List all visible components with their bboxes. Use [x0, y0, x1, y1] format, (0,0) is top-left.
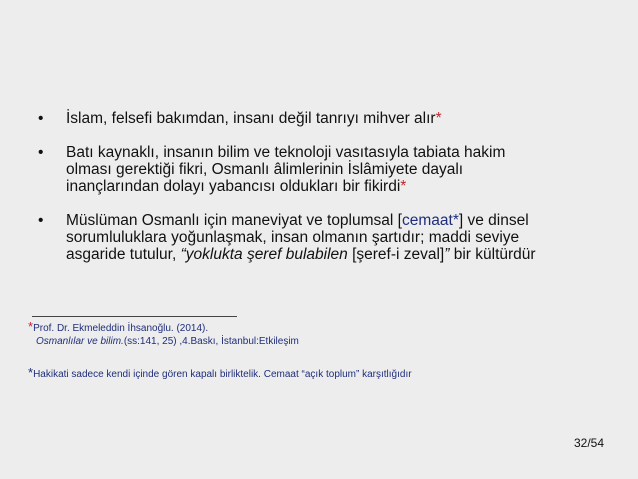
footnote-marker: *: [400, 178, 407, 195]
bullet-dot: •: [38, 110, 44, 127]
bullet-line: Batı kaynaklı, insanın bilim ve teknoloji vasıtasıyla tabiata hakim: [66, 144, 506, 161]
bullet-item: [38, 212, 608, 263]
citation-title: Osmanlılar ve bilim.: [36, 336, 124, 347]
bullet-line: sorumluluklara yoğunlaşmak, insan olmanın şartıdır; maddi seviye: [66, 229, 520, 246]
footnote-line: [28, 320, 299, 335]
bullet-line: inançlarından dolayı yabancısı oldukları bir fikirdi: [66, 178, 401, 195]
citation-author: Prof. Dr. Ekmeleddin İhsanoğlu. (2014).: [33, 323, 209, 334]
bullet-item: [38, 144, 608, 195]
footnote-definition: [28, 366, 412, 381]
bullet-text: [66, 110, 608, 127]
bullet-dot: •: [38, 212, 44, 229]
bullet-line: bir kültürdür: [449, 246, 536, 263]
bullet-line: [şeref-i zeval]: [347, 246, 445, 263]
citation-details: (ss:141, 25) ,4.Baskı, İstanbul:Etkileşim: [123, 336, 299, 347]
footnote-line: [28, 335, 299, 348]
closing-quote: ”: [444, 246, 450, 263]
bullet-line: Müslüman Osmanlı için maneviyat ve toplumsal [: [66, 212, 402, 229]
bullet-text: [66, 212, 608, 263]
footnote-marker: *: [28, 365, 34, 380]
footnote-reference: [28, 320, 299, 348]
bullet-line: olması gerektiği fikri, Osmanlı âlimlerinin İslâmiyete dayalı: [66, 161, 464, 178]
footnote-marker: *: [435, 110, 442, 127]
definition-text: Hakikati sadece kendi içinde gören kapalı birliktelik. Cemaat “açık toplum” karşıtlığıdır: [33, 369, 412, 380]
bullet-dot: •: [38, 144, 44, 161]
bullet-text: [66, 144, 608, 195]
bullet-text-body: İslam, felsefi bakımdan, insanı değil tanrıyı mihver alır: [66, 110, 436, 127]
footnote-marker: *: [452, 212, 459, 229]
bullet-line: asgaride tutulur,: [66, 246, 181, 263]
bullet-line: ] ve dinsel: [458, 212, 529, 229]
bullet-list: [38, 110, 608, 280]
page-number: 32/54: [574, 436, 605, 450]
cemaat-term: cemaat: [401, 212, 453, 229]
footnote-divider: [32, 316, 237, 317]
footnote-marker: *: [28, 319, 34, 334]
italic-quote: “yoklukta şeref bulabilen: [180, 246, 348, 263]
bullet-item: [38, 110, 608, 127]
